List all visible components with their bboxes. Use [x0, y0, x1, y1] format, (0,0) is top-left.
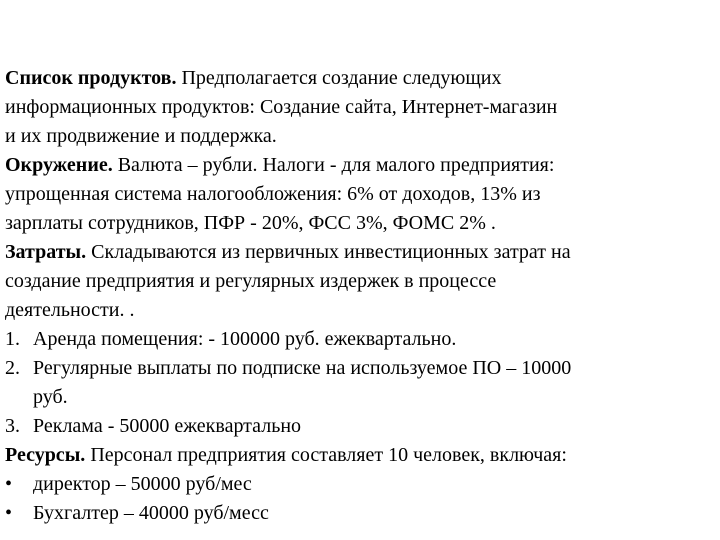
- cost-item-rent: [5, 325, 717, 354]
- cost-item-text-continued: руб.: [33, 386, 68, 408]
- resources-heading: Ресурсы.: [5, 444, 86, 466]
- bullet-icon: •: [5, 502, 13, 524]
- costs-line-1: Складываются из первичных инвестиционных затрат на: [86, 241, 571, 263]
- environment-paragraph: [5, 151, 717, 238]
- products-paragraph: [5, 64, 717, 151]
- environment-line-1: Валюта – рубли. Налоги - для малого предприятия:: [112, 154, 555, 176]
- staff-item-director: [5, 470, 717, 499]
- bullet-icon: •: [5, 473, 13, 495]
- costs-paragraph: [5, 238, 717, 325]
- environment-heading: Окружение.: [5, 154, 113, 176]
- cost-item-text: Аренда помещения: - 100000 руб. ежеквартально.: [33, 328, 457, 350]
- environment-line-3: зарплаты сотрудников, ПФР - 20%, ФСС 3%, ФОМС 2% .: [5, 212, 496, 234]
- products-heading: Список продуктов.: [5, 67, 177, 89]
- products-line-2: информационных продуктов: Создание сайта, Интернет-магазин: [5, 96, 558, 118]
- costs-line-3: деятельности. .: [5, 299, 135, 321]
- resources-paragraph: [5, 441, 717, 470]
- cost-item-number: 3.: [5, 415, 20, 437]
- cost-item-text: Регулярные выплаты по подписке на используемое ПО – 10000: [33, 357, 572, 379]
- cost-item-number: 2.: [5, 357, 20, 379]
- cost-item-subscription: [5, 354, 717, 412]
- resources-line-1: Персонал предприятия составляет 10 человек, включая:: [85, 444, 567, 466]
- staff-item-accountant: [5, 499, 717, 528]
- staff-item-text: Бухгалтер – 40000 руб/месс: [33, 502, 269, 524]
- cost-item-number: 1.: [5, 328, 20, 350]
- slide-body: [5, 64, 717, 528]
- costs-line-2: создание предприятия и регулярных издержек в процессе: [5, 270, 497, 292]
- products-line-1: Предполагается создание следующих: [176, 67, 502, 89]
- cost-item-advertising: [5, 412, 717, 441]
- environment-line-2: упрощенная система налогообложения: 6% от доходов, 13% из: [5, 183, 541, 205]
- products-line-3: и их продвижение и поддержка.: [5, 125, 277, 147]
- staff-item-text: директор – 50000 руб/мес: [33, 473, 252, 495]
- cost-item-text: Реклама - 50000 ежеквартально: [33, 415, 302, 437]
- costs-heading: Затраты.: [5, 241, 87, 263]
